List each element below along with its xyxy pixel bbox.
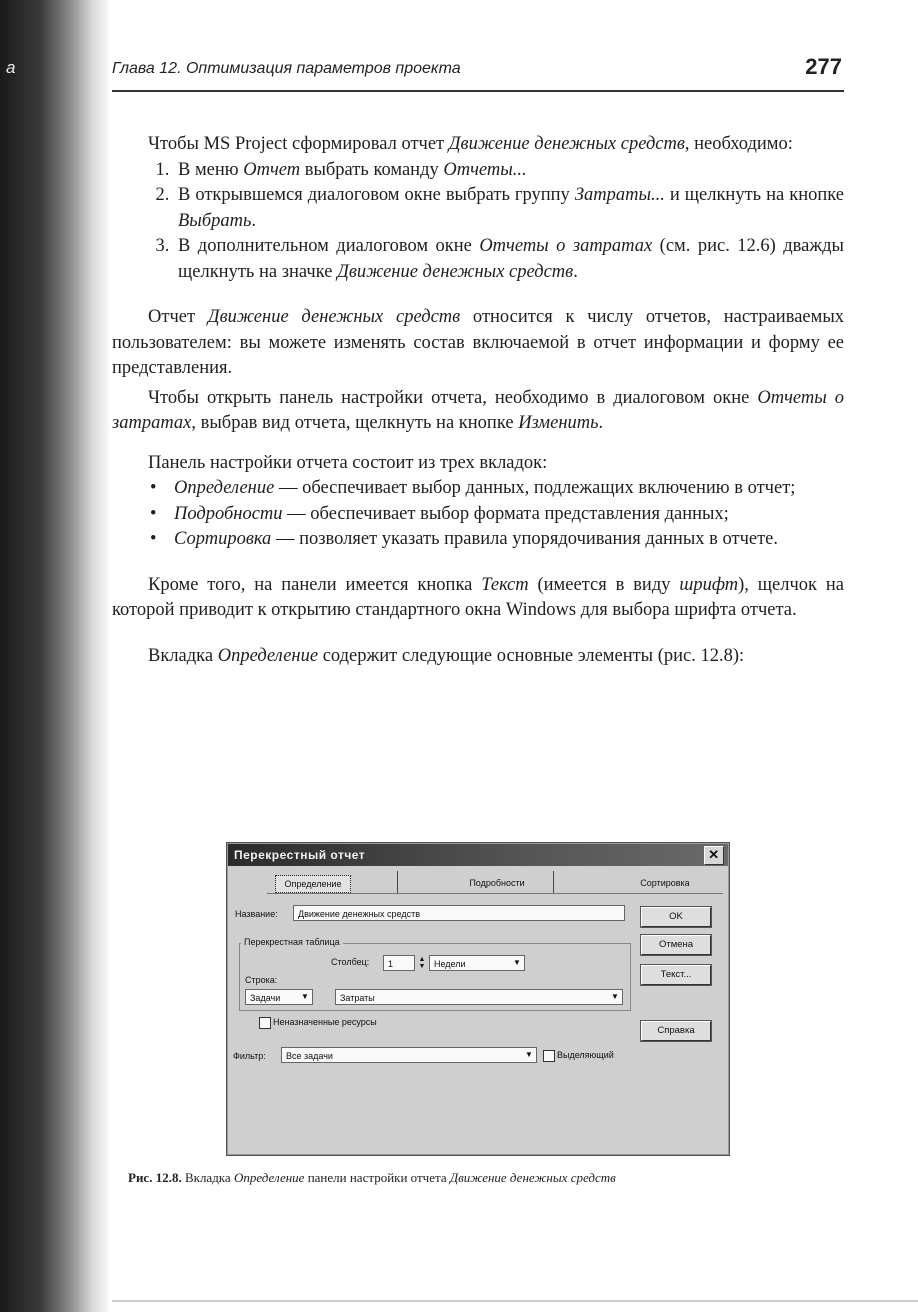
step-item: 2. В открывшемся диалоговом окне выбрать группу Затраты... и щелкнуть на кнопке Выбрать.	[174, 183, 844, 234]
chevron-down-icon: ▼	[301, 992, 309, 1001]
text-button[interactable]: Текст...	[641, 965, 711, 985]
rows-field-select[interactable]: Затраты ▼	[335, 989, 623, 1005]
tab-divider	[397, 871, 398, 893]
rows-label: Строка:	[245, 975, 278, 985]
tab-sorting[interactable]: Сортировка	[640, 878, 690, 888]
help-button[interactable]: Справка	[641, 1021, 711, 1041]
name-input[interactable]: Движение денежных средств	[293, 905, 625, 921]
figure-caption: Рис. 12.8. Вкладка Определение панели настройки отчета Движение денежных средств	[128, 1170, 616, 1185]
step-item: 1. В меню Отчет выбрать команду Отчеты...	[174, 158, 844, 184]
spin-arrows-icon[interactable]: ▲ ▼	[418, 956, 426, 970]
unassigned-resources-checkbox[interactable]	[259, 1017, 271, 1029]
cancel-button[interactable]: Отмена	[641, 935, 711, 955]
columns-count-input[interactable]: 1	[383, 955, 415, 971]
chevron-down-icon: ▼	[525, 1050, 533, 1059]
name-label: Название:	[235, 909, 278, 919]
tab-details[interactable]: Подробности	[469, 878, 525, 888]
crosstab-group-title: Перекрестная таблица	[241, 937, 343, 947]
page-bottom-edge	[112, 1300, 918, 1302]
highlight-checkbox[interactable]	[543, 1050, 555, 1062]
columns-label: Столбец:	[331, 957, 370, 967]
paragraph-intro: Чтобы MS Project сформировал отчет Движение денежных средств, необходимо:	[148, 134, 793, 154]
dialog-tabbar	[267, 875, 723, 894]
step-item: 3. В дополнительном диалоговом окне Отчеты о затратах (см. рис. 12.6) дважды щелкнуть на значке Движение денежных средств.	[174, 234, 844, 285]
paragraph-definition-tab: Вкладка Определение содержит следующие основные элементы (рис. 12.8):	[148, 645, 745, 666]
chapter-title: Глава 12. Оптимизация параметров проекта	[112, 60, 461, 77]
crosstab-report-dialog	[226, 842, 730, 1156]
page-number: 277	[805, 54, 842, 79]
filter-label: Фильтр:	[233, 1051, 266, 1061]
steps-list	[112, 158, 844, 286]
paragraph-tabs-intro: Панель настройки отчета состоит из трех вкладок:	[148, 452, 548, 473]
unassigned-resources-label: Неназначенные ресурсы	[273, 1017, 377, 1027]
paragraph-text-button: Кроме того, на панели имеется кнопка Текст (имеется в виду шрифт), щелчок на которой приводит к открытию стандартного окна Windows для выбора шрифта отчета.	[112, 574, 844, 620]
paragraph-open-panel: Чтобы открыть панель настройки отчета, необходимо в диалоговом окне Отчеты о затратах, выбрав вид отчета, щелкнуть на кнопке Изменить.	[112, 387, 845, 433]
highlight-label: Выделяющий	[557, 1050, 614, 1060]
tabs-bullet-list	[112, 476, 844, 553]
dialog-titlebar	[228, 844, 728, 866]
bullet-item: • Определение — обеспечивает выбор данных, подлежащих включению в отчет;	[174, 476, 844, 502]
chevron-down-icon: ▼	[513, 958, 521, 967]
filter-select[interactable]: Все задачи ▼	[281, 1047, 537, 1063]
ok-button[interactable]: OK	[641, 907, 711, 927]
columns-unit-select[interactable]: Недели ▼	[429, 955, 525, 971]
tab-divider	[553, 871, 554, 893]
header-rule	[112, 90, 844, 92]
close-icon[interactable]: ✕	[704, 846, 724, 865]
bullet-item: • Подробности — обеспечивает выбор формата представления данных;	[174, 502, 844, 528]
chevron-down-icon: ▼	[611, 992, 619, 1001]
paragraph-report-type: Отчет Движение денежных средств относится к числу отчетов, настраиваемых пользователем: вы можете изменять состав включаемой в отчет информации и форму ее представления.	[112, 307, 845, 378]
tab-definition[interactable]: Определение	[275, 875, 351, 893]
running-head	[112, 54, 842, 86]
facing-page-letter: а	[6, 58, 16, 77]
rows-select[interactable]: Задачи ▼	[245, 989, 313, 1005]
dialog-title: Перекрестный отчет	[234, 848, 366, 862]
bullet-item: • Сортировка — позволяет указать правила упорядочивания данных в отчете.	[174, 527, 844, 553]
body-text	[112, 132, 844, 669]
